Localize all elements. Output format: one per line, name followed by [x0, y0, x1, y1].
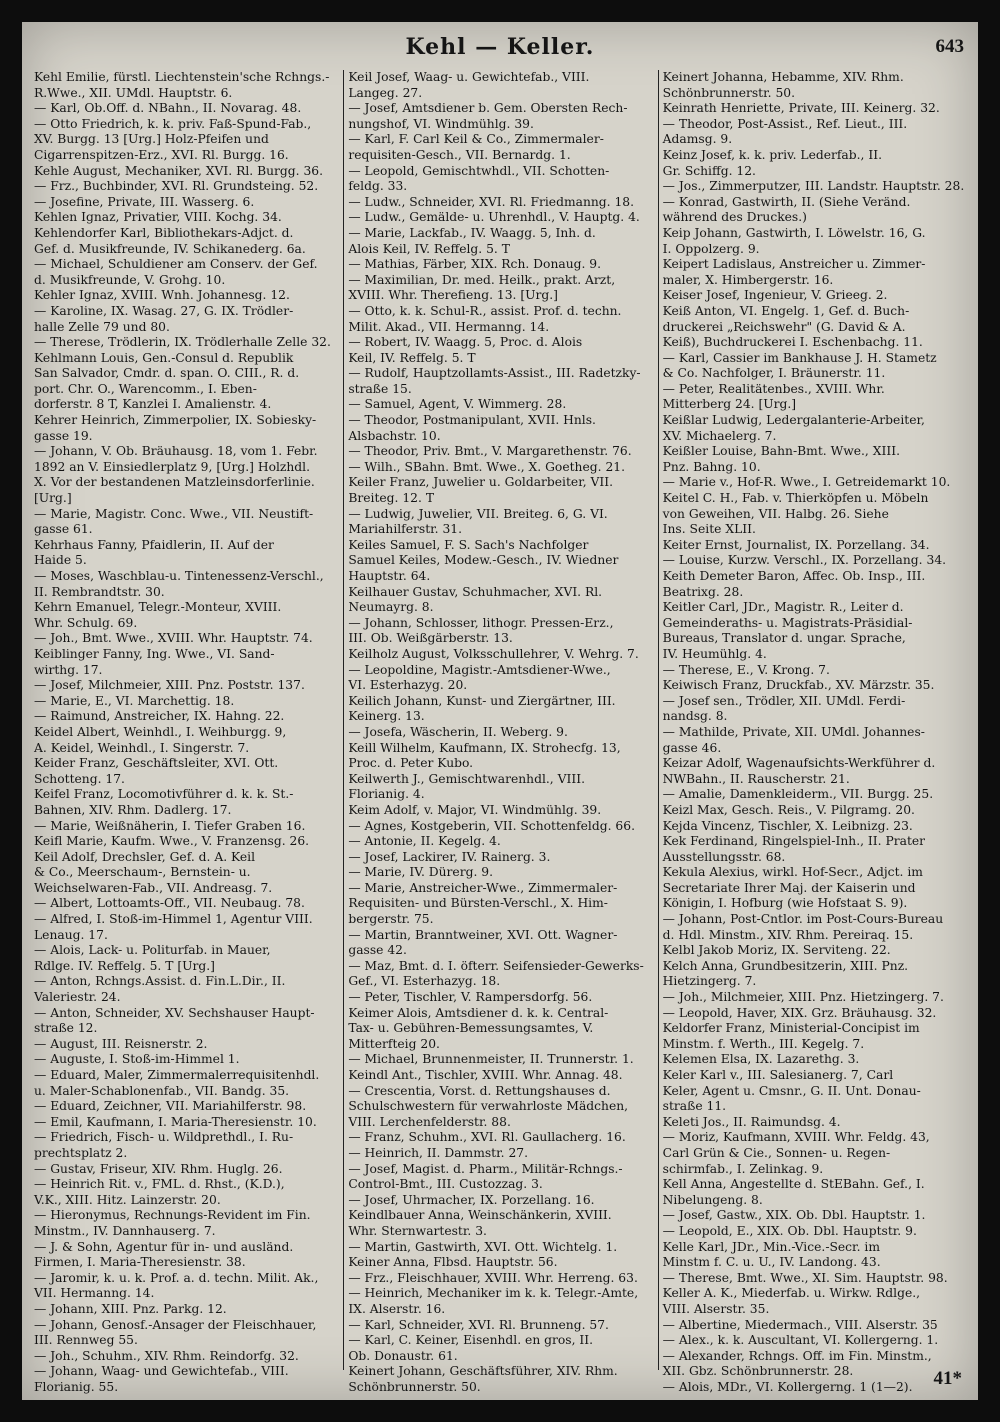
directory-entry-line: — Robert, IV. Waagg. 5, Proc. d. Alois	[348, 335, 583, 350]
directory-entry-line: NWBahn., II. Rauscherstr. 21.	[662, 771, 850, 786]
directory-entry-line: Whr. Sternwartestr. 3.	[348, 1223, 487, 1238]
directory-entry-line: VIII. Lerchenfelderstr. 88.	[348, 1114, 511, 1129]
directory-entry-line: Keller A. K., Miederfab. u. Wirkw. Rdlge.,	[662, 1286, 921, 1301]
directory-entry-line: I. Oppolzerg. 9.	[662, 241, 760, 256]
directory-entry-line: Keizar Adolf, Wagenaufsichts-Werkführer d.	[662, 756, 936, 771]
directory-entry-line: Schönbrunnerstr. 50.	[348, 1379, 481, 1394]
directory-entry-line: — Heinrich Rit. v., FML. d. Rhst., (K.D.),	[34, 1177, 285, 1192]
directory-entry-line: Keider Franz, Geschäftsleiter, XVI. Ott.	[34, 756, 279, 771]
directory-entry-line: & Co. Nachfolger, I. Bräunerstr. 11.	[662, 366, 886, 381]
directory-entry-line: IX. Alserstr. 16.	[348, 1301, 446, 1316]
directory-entry-line: — Johann, Waag- und Gewichtefab., VIII.	[34, 1364, 289, 1379]
directory-entry-line: Keiles Samuel, F. S. Sach's Nachfolger	[348, 537, 589, 552]
directory-entry-line: — Johann, Genosf.-Ansager der Fleischhauer,	[34, 1317, 317, 1332]
directory-entry-line: Keilwerth J., Gemischtwarenhdl., VIII.	[348, 771, 585, 786]
directory-entry-line: Keill Wilhelm, Kaufmann, IX. Strohecfg. 13,	[348, 740, 621, 755]
directory-entry-line: Weichselwaren-Fab., VII. Andreasg. 7.	[34, 880, 273, 895]
directory-entry-line: II. Rembrandtstr. 30.	[34, 584, 165, 599]
directory-entry-line: Requisiten- und Bürsten-Verschl., X. Him-	[348, 896, 608, 911]
directory-entry-line: — Friedrich, Fisch- u. Wildprethdl., I. Ru-	[34, 1130, 294, 1145]
directory-entry-line: Keinerg. 13.	[348, 709, 425, 724]
directory-entry-line: Valeriestr. 24.	[34, 990, 121, 1005]
directory-entry-line: Keil Josef, Waag- u. Gewichtefab., VIII.	[348, 70, 590, 84]
directory-entry-line: — Johann, Post-Cntlor. im Post-Cours-Bureau	[662, 912, 944, 927]
directory-entry-line: Schulschwestern für verwahrloste Mädchen,	[348, 1099, 629, 1114]
directory-entry-line: Keler, Agent u. Cmsnr., G. II. Unt. Donau-	[662, 1083, 921, 1098]
directory-entry-line: Keifel Franz, Locomotivführer d. k. k. St.-	[34, 787, 294, 802]
directory-entry-line: Alois Keil, IV. Reffelg. 5. T	[348, 241, 510, 256]
directory-entry-line: — Josef, Lackirer, IV. Rainerg. 3.	[348, 849, 551, 864]
directory-entry-line: Kehlmann Louis, Gen.-Consul d. Republik	[34, 350, 294, 365]
directory-entry-line: X. Vor der bestandenen Matzleinsdorferlinie.	[34, 475, 315, 490]
directory-entry-line: — Agnes, Kostgeberin, VII. Schottenfeldg. 66.	[348, 818, 635, 833]
directory-entry-line: Adamsg. 9.	[662, 132, 733, 147]
directory-entry-line: Kehlen Ignaz, Privatier, VIII. Kochg. 34.	[34, 210, 282, 225]
directory-entry-line: — Therese, Bmt. Wwe., XI. Sim. Hauptstr. 98.	[662, 1270, 948, 1285]
directory-entry-line: — Leopoldine, Magistr.-Amtsdiener-Wwe.,	[348, 662, 611, 677]
directory-entry-line: Keiser Josef, Ingenieur, V. Grieeg. 2.	[662, 288, 888, 303]
directory-entry-line: [Urg.]	[34, 491, 72, 506]
directory-entry-line: — Mathilde, Private, XII. UMdl. Johannes-	[662, 724, 925, 739]
directory-entry-line: XVIII. Whr. Therefieng. 13. [Urg.]	[348, 288, 558, 303]
directory-entry-line: III. Ob. Weißgärberstr. 13.	[348, 631, 513, 646]
directory-entry-line: XV. Michaelerg. 7.	[662, 428, 777, 443]
directory-entry-line: schirmfab., I. Zelinkag. 9.	[662, 1161, 824, 1176]
directory-entry-line: — Rudolf, Hauptzollamts-Assist., III. Radetzky-	[348, 366, 641, 381]
directory-entry-line: Gef., VI. Esterhazyg. 18.	[348, 974, 501, 989]
directory-entry-line: Milit. Akad., VII. Hermanng. 14.	[348, 319, 550, 334]
directory-entry-line: Keitler Carl, JDr., Magistr. R., Leiter d.	[662, 600, 904, 615]
directory-entry-line: XV. Burgg. 13 [Urg.] Holz-Pfeifen und	[34, 132, 269, 147]
directory-entry-line: Kehle August, Mechaniker, XVI. Rl. Burgg. 36.	[34, 163, 324, 178]
directory-entry-line: Breiteg. 12. T	[348, 491, 435, 506]
directory-entry-line: Keinert Johanna, Hebamme, XIV. Rhm.	[662, 70, 904, 84]
directory-entry-line: Keleti Jos., II. Raimundsg. 4.	[662, 1114, 841, 1129]
directory-entry-line: — Marie v., Hof-R. Wwe., I. Getreidemarkt 10.	[662, 475, 951, 490]
directory-entry-line: Keil, IV. Reffelg. 5. T	[348, 350, 476, 365]
directory-entry-line: Control-Bmt., III. Custozzag. 3.	[348, 1177, 543, 1192]
directory-entry-line: — Anton, Rchngs.Assist. d. Fin.L.Dir., II.	[34, 974, 286, 989]
directory-entry-line: Minstm. f. Werth., III. Kegelg. 7.	[662, 1036, 865, 1051]
directory-entry-line: — Marie, Weißnäherin, I. Tiefer Graben 16.	[34, 818, 306, 833]
directory-page	[22, 22, 978, 1400]
directory-entry-line: Rdlge. IV. Reffelg. 5. T [Urg.]	[34, 958, 215, 973]
directory-entry-line: — Karl, C. Keiner, Eisenhdl. en gros, II.	[348, 1333, 594, 1348]
directory-entry-line: — Michael, Brunnenmeister, II. Trunnerstr. 1.	[348, 1052, 634, 1067]
directory-entry-line: Keilhauer Gustav, Schuhmacher, XVI. Rl.	[348, 584, 603, 599]
directory-entry-line: — Anton, Schneider, XV. Sechshauser Haupt-	[34, 1005, 315, 1020]
directory-entry-line: Keiner Anna, Flbsd. Hauptstr. 56.	[348, 1255, 558, 1270]
directory-entry-line: Keißler Louise, Bahn-Bmt. Wwe., XIII.	[662, 444, 900, 459]
directory-entry-line: Florianig. 55.	[34, 1379, 119, 1394]
directory-entry-line: Keith Demeter Baron, Affec. Ob. Insp., III.	[662, 569, 926, 583]
page-header	[22, 34, 978, 68]
directory-entry-line: — Josef, Gastw., XIX. Ob. Dbl. Hauptstr. 1.	[662, 1208, 926, 1223]
directory-entry-line: — Moses, Waschblau-u. Tintenessenz-Verschl.,	[34, 569, 324, 583]
directory-entry-line: requisiten-Gesch., VII. Bernardg. 1.	[348, 147, 571, 162]
directory-entry-line: — Alois, MDr., VI. Kollergerng. 1 (1—2).	[662, 1379, 913, 1394]
directory-entry-line: — Josef, Uhrmacher, IX. Porzellang. 16.	[348, 1192, 595, 1207]
directory-entry-line: gasse 61.	[34, 522, 93, 537]
directory-entry-line: Keil Adolf, Drechsler, Gef. d. A. Keil	[34, 849, 256, 864]
directory-entry-line: — Antonie, II. Kegelg. 4.	[348, 834, 501, 849]
directory-entry-line: — August, III. Reisnerstr. 2.	[34, 1036, 208, 1051]
directory-entry-line: — Frz., Buchbinder, XVI. Rl. Grundsteing. 52.	[34, 179, 319, 194]
directory-entry-line: Keldorfer Franz, Ministerial-Concipist im	[662, 1021, 920, 1036]
directory-entry-line: — Jaromir, k. u. k. Prof. a. d. techn. Milit. Ak.,	[34, 1270, 319, 1285]
column-middle	[344, 70, 658, 1394]
directory-entry-line: Keilich Johann, Kunst- und Ziergärtner, III.	[348, 693, 616, 708]
directory-entry-line: Firmen, I. Maria-Theresienstr. 38.	[34, 1255, 246, 1270]
directory-entry-line: Kekula Alexius, wirkl. Hof-Secr., Adjct. im	[662, 865, 923, 880]
directory-entry-line: Cigarrenspitzen-Erz., XVI. Rl. Burgg. 16.	[34, 147, 289, 162]
directory-entry-line: — Josef, Amtsdiener b. Gem. Obersten Rech-	[348, 101, 628, 116]
directory-entry-line: — Hieronymus, Rechnungs-Revident im Fin.	[34, 1208, 311, 1223]
signature-mark: 41*	[933, 1368, 962, 1389]
directory-entry-line: Minstm f. C. u. U., IV. Landong. 43.	[662, 1255, 881, 1270]
directory-entry-line: Florianig. 4.	[348, 787, 425, 802]
directory-entry-line: Keitel C. H., Fab. v. Thierköpfen u. Möbeln	[662, 491, 929, 506]
directory-entry-line: — Eduard, Maler, Zimmermalerrequisitenhdl.	[34, 1068, 320, 1082]
directory-entry-line: Kehler Ignaz, XVIII. Wnh. Johannesg. 12.	[34, 288, 290, 303]
directory-entry-line: Gemeinderaths- u. Magistrats-Präsidial-	[662, 615, 913, 630]
directory-entry-line: straße 11.	[662, 1099, 727, 1114]
directory-entry-line: — Alex., k. k. Auscultant, VI. Kollergerng. 1.	[662, 1333, 939, 1348]
directory-entry-line: — Heinrich, II. Dammstr. 27.	[348, 1145, 529, 1160]
directory-entry-line: Kelch Anna, Grundbesitzerin, XIII. Pnz.	[662, 958, 909, 973]
directory-entry-line: prechtsplatz 2.	[34, 1145, 128, 1160]
directory-entry-line: XII. Gbz. Schönbrunnerstr. 28.	[662, 1364, 854, 1379]
directory-entry-line: nungshof, VI. Windmühlg. 39.	[348, 116, 534, 131]
directory-entry-line: Whr. Schulg. 69.	[34, 615, 138, 630]
directory-entry-line: Langeg. 27.	[348, 85, 423, 100]
directory-entry-line: Pnz. Bahng. 10.	[662, 459, 761, 474]
directory-entry-line: Gef. d. Musikfreunde, IV. Schikanederg. 6a.	[34, 241, 306, 256]
directory-entry-line: A. Keidel, Weinhdl., I. Singerstr. 7.	[34, 740, 250, 755]
directory-entry-line: — Therese, E., V. Krong. 7.	[662, 662, 830, 677]
directory-entry-line: — Auguste, I. Stoß-im-Himmel 1.	[34, 1052, 240, 1067]
directory-entry-line: III. Rennweg 55.	[34, 1333, 138, 1348]
directory-entry-line: Kehlendorfer Karl, Bibliothekars-Adjct. d.	[34, 225, 294, 240]
directory-entry-line: Minstm., IV. Dannhauserg. 7.	[34, 1223, 216, 1238]
directory-entry-line: Keindl Ant., Tischler, XVIII. Whr. Annag. 48.	[348, 1068, 623, 1082]
directory-entry-line: VIII. Alserstr. 35.	[662, 1301, 770, 1316]
directory-entry-line: Keiß), Buchdruckerei I. Eschenbachg. 11.	[662, 335, 923, 350]
directory-entry-line: — Leopold, E., XIX. Ob. Dbl. Hauptstr. 9.	[662, 1223, 917, 1238]
directory-entry-line: — Johann, XIII. Pnz. Parkg. 12.	[34, 1301, 227, 1316]
directory-entry-line: port. Chr. O., Warencomm., I. Eben-	[34, 381, 257, 396]
directory-entry-line: — Konrad, Gastwirth, II. (Siehe Veränd.	[662, 194, 911, 209]
directory-entry-line: — Heinrich, Mechaniker im k. k. Telegr.-Amte,	[348, 1286, 639, 1301]
directory-entry-line: — Mathias, Färber, XIX. Rch. Donaug. 9.	[348, 257, 602, 272]
directory-entry-line: — Leopold, Gemischtwhdl., VII. Schotten-	[348, 163, 610, 178]
directory-entry-line: — Michael, Schuldiener am Conserv. der Gef.	[34, 257, 318, 272]
directory-entry-line: — Ludw., Gemälde- u. Uhrenhdl., V. Hauptg. 4.	[348, 210, 640, 225]
directory-entry-line: Hauptstr. 64.	[348, 569, 431, 583]
directory-entry-line: Samuel Keiles, Modew.-Gesch., IV. Wiedner	[348, 553, 619, 568]
directory-entry-line: Keiblinger Fanny, Ing. Wwe., VI. Sand-	[34, 646, 275, 661]
directory-entry-line: Keidel Albert, Weinhdl., I. Weihburgg. 9,	[34, 724, 287, 739]
directory-entry-line: Secretariate Ihrer Maj. der Kaiserin und	[662, 880, 916, 895]
directory-entry-line: d. Musikfreunde, V. Grohg. 10.	[34, 272, 226, 287]
directory-entry-line: Kelle Karl, JDr., Min.-Vice.-Secr. im	[662, 1239, 880, 1254]
directory-entry-line: während des Druckes.)	[662, 210, 807, 225]
directory-entry-line: Gr. Schiffg. 12.	[662, 163, 756, 178]
directory-entry-line: Nibelungeng. 8.	[662, 1192, 763, 1207]
directory-entry-line: — Franz, Schuhm., XVI. Rl. Gaullacherg. 16.	[348, 1130, 626, 1145]
directory-entry-line: Keifl Marie, Kaufm. Wwe., V. Franzensg. 26.	[34, 834, 310, 849]
directory-entry-line: — Maximilian, Dr. med. Heilk., prakt. Arzt,	[348, 272, 616, 287]
directory-entry-line: — Theodor, Postmanipulant, XVII. Hnls.	[348, 413, 596, 428]
directory-entry-line: — Joh., Schuhm., XIV. Rhm. Reindorfg. 32.	[34, 1348, 299, 1363]
directory-entry-line: gasse 46.	[662, 740, 722, 755]
directory-entry-line: — Josef, Magist. d. Pharm., Militär-Rchngs.-	[348, 1161, 623, 1176]
directory-entry-line: Ausstellungsstr. 68.	[662, 849, 786, 864]
directory-entry-line: — Karl, Ob.Off. d. NBahn., II. Novarag. 48.	[34, 101, 302, 116]
directory-entry-line: — Otto, k. k. Schul-R., assist. Prof. d. techn.	[348, 303, 622, 318]
directory-entry-line: Keim Adolf, v. Major, VI. Windmühlg. 39.	[348, 802, 602, 817]
directory-entry-line: Schotteng. 17.	[34, 771, 125, 786]
directory-entry-line: — Alois, Lack- u. Politurfab. in Mauer,	[34, 943, 271, 958]
directory-entry-line: Königin, I. Hofburg (wie Hofstaat S. 9).	[662, 896, 908, 911]
directory-entry-line: wirthg. 17.	[34, 662, 103, 677]
directory-entry-line: — Louise, Kurzw. Verschl., IX. Porzellang. 34.	[662, 553, 947, 568]
directory-entry-line: R.Wwe., XII. UMdl. Hauptstr. 6.	[34, 85, 233, 100]
directory-entry-line: — Martin, Branntweiner, XVI. Ott. Wagner-	[348, 927, 618, 942]
directory-entry-line: Haide 5.	[34, 553, 87, 568]
directory-entry-line: — Karl, F. Carl Keil & Co., Zimmermaler-	[348, 132, 604, 147]
directory-entry-line: — Johann, Schlosser, lithogr. Pressen-Erz.,	[348, 615, 614, 630]
directory-entry-line: Keilholz August, Volksschullehrer, V. Wehrg. 7.	[348, 646, 639, 661]
directory-entry-line: Alsbachstr. 10.	[348, 428, 441, 443]
directory-entry-line: Lenaug. 17.	[34, 927, 108, 942]
directory-entry-line: Kehrn Emanuel, Telegr.-Monteur, XVIII.	[34, 600, 282, 615]
directory-entry-line: halle Zelle 79 und 80.	[34, 319, 170, 334]
directory-entry-line: Hietzingerg. 7.	[662, 974, 757, 989]
directory-entry-line: Mitterberg 24. [Urg.]	[662, 397, 797, 412]
directory-entry-line: — Raimund, Anstreicher, IX. Hahng. 22.	[34, 709, 285, 724]
directory-entry-line: Kehrhaus Fanny, Pfaidlerin, II. Auf der	[34, 537, 274, 552]
directory-entry-line: — Ludw., Schneider, XVI. Rl. Friedmanng. 18.	[348, 194, 635, 209]
directory-entry-line: Tax- u. Gebühren-Bemessungsamtes, V.	[348, 1021, 594, 1036]
directory-entry-line: maler, X. Himbergerstr. 16.	[662, 272, 834, 287]
directory-entry-line: Kelemen Elsa, IX. Lazarethg. 3.	[662, 1052, 860, 1067]
directory-entry-line: Bahnen, XIV. Rhm. Dadlerg. 17.	[34, 802, 232, 817]
directory-entry-line: Keizl Max, Gesch. Reis., V. Pilgramg. 20.	[662, 802, 915, 817]
directory-entry-line: — Moriz, Kaufmann, XVIII. Whr. Feldg. 43,	[662, 1130, 930, 1145]
directory-entry-line: Keimer Alois, Amtsdiener d. k. k. Central-	[348, 1005, 609, 1020]
directory-entry-line: druckerei „Reichswehr" (G. David & A.	[662, 319, 906, 334]
directory-entry-line: — Marie, E., VI. Marchettig. 18.	[34, 693, 235, 708]
directory-entry-line: Keiler Franz, Juwelier u. Goldarbeiter, VII.	[348, 475, 614, 490]
directory-entry-line: Beatrixg. 28.	[662, 584, 744, 599]
directory-entry-line: d. Hdl. Minstm., XIV. Rhm. Pereiraq. 15.	[662, 927, 914, 942]
directory-entry-line: — Albertine, Miedermach., VIII. Alserstr. 35	[662, 1317, 938, 1332]
directory-entry-line: Keiß Anton, VI. Engelg. 1, Gef. d. Buch-	[662, 303, 910, 318]
directory-entry-line: — Josef sen., Trödler, XII. UMdl. Ferdi-	[662, 693, 906, 708]
directory-entry-line: straße 12.	[34, 1021, 98, 1036]
directory-entry-line: — Peter, Tischler, V. Rampersdorfg. 56.	[348, 990, 593, 1005]
directory-entry-line: — Karl, Schneider, XVI. Rl. Brunneng. 57.	[348, 1317, 609, 1332]
directory-entry-line: Kejda Vincenz, Tischler, X. Leibnizg. 23.	[662, 818, 913, 833]
directory-entry-line: — Alexander, Rchngs. Off. im Fin. Minstm.,	[662, 1348, 932, 1363]
page-number: 643	[935, 36, 964, 57]
directory-entry-line: — Gustav, Friseur, XIV. Rhm. Huglg. 26.	[34, 1161, 283, 1176]
directory-entry-line: straße 15.	[348, 381, 412, 396]
directory-entry-line: — Josef, Milchmeier, XIII. Pnz. Poststr. 137.	[34, 678, 305, 693]
directory-entry-line: Keler Karl v., III. Salesianerg. 7, Carl	[662, 1068, 894, 1082]
directory-entry-line: IV. Heumühlg. 4.	[662, 646, 767, 661]
directory-entry-line: Schönbrunnerstr. 50.	[662, 85, 796, 100]
directory-entry-line: VII. Hermanng. 14.	[34, 1286, 155, 1301]
directory-entry-line: Bureaus, Translator d. ungar. Sprache,	[662, 631, 906, 646]
directory-entry-line: & Co., Meerschaum-, Bernstein- u.	[34, 865, 251, 880]
directory-entry-line: — Marie, Magistr. Conc. Wwe., VII. Neustift-	[34, 506, 314, 521]
directory-entry-line: Keinrath Henriette, Private, III. Keinerg. 32.	[662, 101, 940, 116]
directory-entry-line: Kek Ferdinand, Ringelspiel-Inh., II. Prater	[662, 834, 926, 849]
directory-entry-line: — Frz., Fleischhauer, XVIII. Whr. Herreng. 63.	[348, 1270, 638, 1285]
directory-entry-line: bergerstr. 75.	[348, 912, 434, 927]
directory-entry-line: — Ludwig, Juwelier, VII. Breiteg. 6, G. VI.	[348, 506, 608, 521]
directory-entry-line: — Theodor, Priv. Bmt., V. Margarethenstr. 76.	[348, 444, 632, 459]
directory-entry-line: nandsg. 8.	[662, 709, 728, 724]
directory-entry-line: — Samuel, Agent, V. Wimmerg. 28.	[348, 397, 567, 412]
directory-entry-line: — Marie, Lackfab., IV. Waagg. 5, Inh. d.	[348, 225, 596, 240]
directory-entry-line: Ins. Seite XLII.	[662, 522, 756, 537]
directory-entry-line: Neumayrg. 8.	[348, 600, 434, 615]
directory-entry-line: San Salvador, Cmdr. d. span. O. CIII., R. d.	[34, 366, 300, 381]
directory-entry-line: Keindlbauer Anna, Weinschänkerin, XVIII.	[348, 1208, 612, 1223]
directory-entry-line: 1892 an V. Einsiedlerplatz 9, [Urg.] Holzhdl.	[34, 459, 311, 474]
column-left	[30, 70, 344, 1394]
directory-entry-line: — Alfred, I. Stoß-im-Himmel 1, Agentur VIII.	[34, 912, 313, 927]
directory-entry-line: Kehrer Heinrich, Zimmerpolier, IX. Sobiesky-	[34, 413, 317, 428]
directory-entry-line: — Joh., Milchmeier, XIII. Pnz. Hietzingerg. 7.	[662, 990, 944, 1005]
directory-entry-line: u. Maler-Schablonenfab., VII. Bandg. 35.	[34, 1083, 290, 1098]
directory-entry-line: — Wilh., SBahn. Bmt. Wwe., X. Goetheg. 21.	[348, 459, 626, 474]
directory-entry-line: — Leopold, Haver, XIX. Grz. Bräuhausg. 32.	[662, 1005, 937, 1020]
directory-entry-line: — Marie, IV. Dürerg. 9.	[348, 865, 494, 880]
directory-entry-line: Proc. d. Peter Kubo.	[348, 756, 474, 771]
directory-entry-line: V.K., XIII. Hitz. Lainzerstr. 20.	[34, 1192, 221, 1207]
directory-entry-line: — Josefine, Private, III. Wasserg. 6.	[34, 194, 255, 209]
directory-entry-line: von Geweihen, VII. Halbg. 26. Siehe	[662, 506, 889, 521]
directory-entry-line: — Emil, Kaufmann, I. Maria-Theresienstr. 10.	[34, 1114, 317, 1129]
directory-entry-line: Keinert Johann, Geschäftsführer, XIV. Rhm.	[348, 1364, 618, 1379]
directory-entry-line: — Maz, Bmt. d. I. öfterr. Seifensieder-Gewerks-	[348, 958, 644, 973]
directory-entry-line: Keiter Ernst, Journalist, IX. Porzellang. 34.	[662, 537, 930, 552]
directory-entry-line: Keip Johann, Gastwirth, I. Löwelstr. 16, G.	[662, 225, 926, 240]
directory-entry-line: — Therese, Trödlerin, IX. Trödlerhalle Zelle 32.	[34, 335, 331, 350]
directory-entry-line: VI. Esterhazyg. 20.	[348, 678, 468, 693]
directory-entry-line: — Amalie, Damenkleiderm., VII. Burgg. 25.	[662, 787, 934, 802]
directory-entry-line: — Otto Friedrich, k. k. priv. Faß-Spund-Fab.,	[34, 116, 312, 131]
directory-entry-line: — Jos., Zimmerputzer, III. Landstr. Hauptstr. 28.	[662, 179, 965, 194]
directory-entry-line: Ob. Donaustr. 61.	[348, 1348, 458, 1363]
directory-entry-line: gasse 19.	[34, 428, 93, 443]
directory-entry-line: Mariahilferstr. 31.	[348, 522, 463, 537]
directory-entry-line: Keiwisch Franz, Druckfab., XV. Märzstr. 35.	[662, 678, 935, 693]
directory-entry-line: dorferstr. 8 T, Kanzlei I. Amalienstr. 4.	[34, 397, 272, 412]
directory-entry-line: — Johann, V. Ob. Bräuhausg. 18, vom 1. Febr.	[34, 444, 318, 459]
directory-entry-line: — Albert, Lottoamts-Off., VII. Neubaug. 78.	[34, 896, 305, 911]
directory-entry-line: — Josefa, Wäscherin, II. Weberg. 9.	[348, 724, 568, 739]
directory-entry-line: Keipert Ladislaus, Anstreicher u. Zimmer-	[662, 257, 926, 272]
directory-entry-line: — Peter, Realitätenbes., XVIII. Whr.	[662, 381, 885, 396]
directory-entry-line: — J. & Sohn, Agentur für in- und ausländ.	[34, 1239, 294, 1254]
directory-entry-line: feldg. 33.	[348, 179, 408, 194]
directory-entry-line: — Joh., Bmt. Wwe., XVIII. Whr. Hauptstr. 74.	[34, 631, 313, 646]
directory-entry-line: gasse 42.	[348, 943, 407, 958]
directory-entry-line: Kell Anna, Angestellte d. StEBahn. Gef., I.	[662, 1177, 925, 1192]
page-title: Kehl — Keller.	[405, 34, 595, 60]
directory-entry-line: — Eduard, Zeichner, VII. Mariahilferstr. 98.	[34, 1099, 307, 1114]
directory-entry-line: Keinz Josef, k. k. priv. Lederfab., II.	[662, 147, 882, 162]
directory-entry-line: — Karoline, IX. Wasag. 27, G. IX. Trödler-	[34, 303, 294, 318]
directory-entry-line: — Crescentia, Vorst. d. Rettungshauses d.	[348, 1083, 611, 1098]
directory-entry-line: Kehl Emilie, fürstl. Liechtenstein'sche Rchngs.-	[34, 70, 330, 84]
directory-entry-line: — Theodor, Post-Assist., Ref. Lieut., III.	[662, 116, 908, 131]
directory-entry-line: Kelbl Jakob Moriz, IX. Serviteng. 22.	[662, 943, 891, 958]
directory-entry-line: Keißlar Ludwig, Ledergalanterie-Arbeiter,	[662, 413, 925, 428]
directory-entry-line: — Martin, Gastwirth, XVI. Ott. Wichtelg. 1.	[348, 1239, 618, 1254]
directory-entry-line: Mitterfteig 20.	[348, 1036, 440, 1051]
directory-entry-line: — Karl, Cassier im Bankhause J. H. Stametz	[662, 350, 937, 365]
directory-entry-line: Carl Grün & Cie., Sonnen- u. Regen-	[662, 1145, 891, 1160]
directory-entry-line: — Marie, Anstreicher-Wwe., Zimmermaler-	[348, 880, 618, 895]
